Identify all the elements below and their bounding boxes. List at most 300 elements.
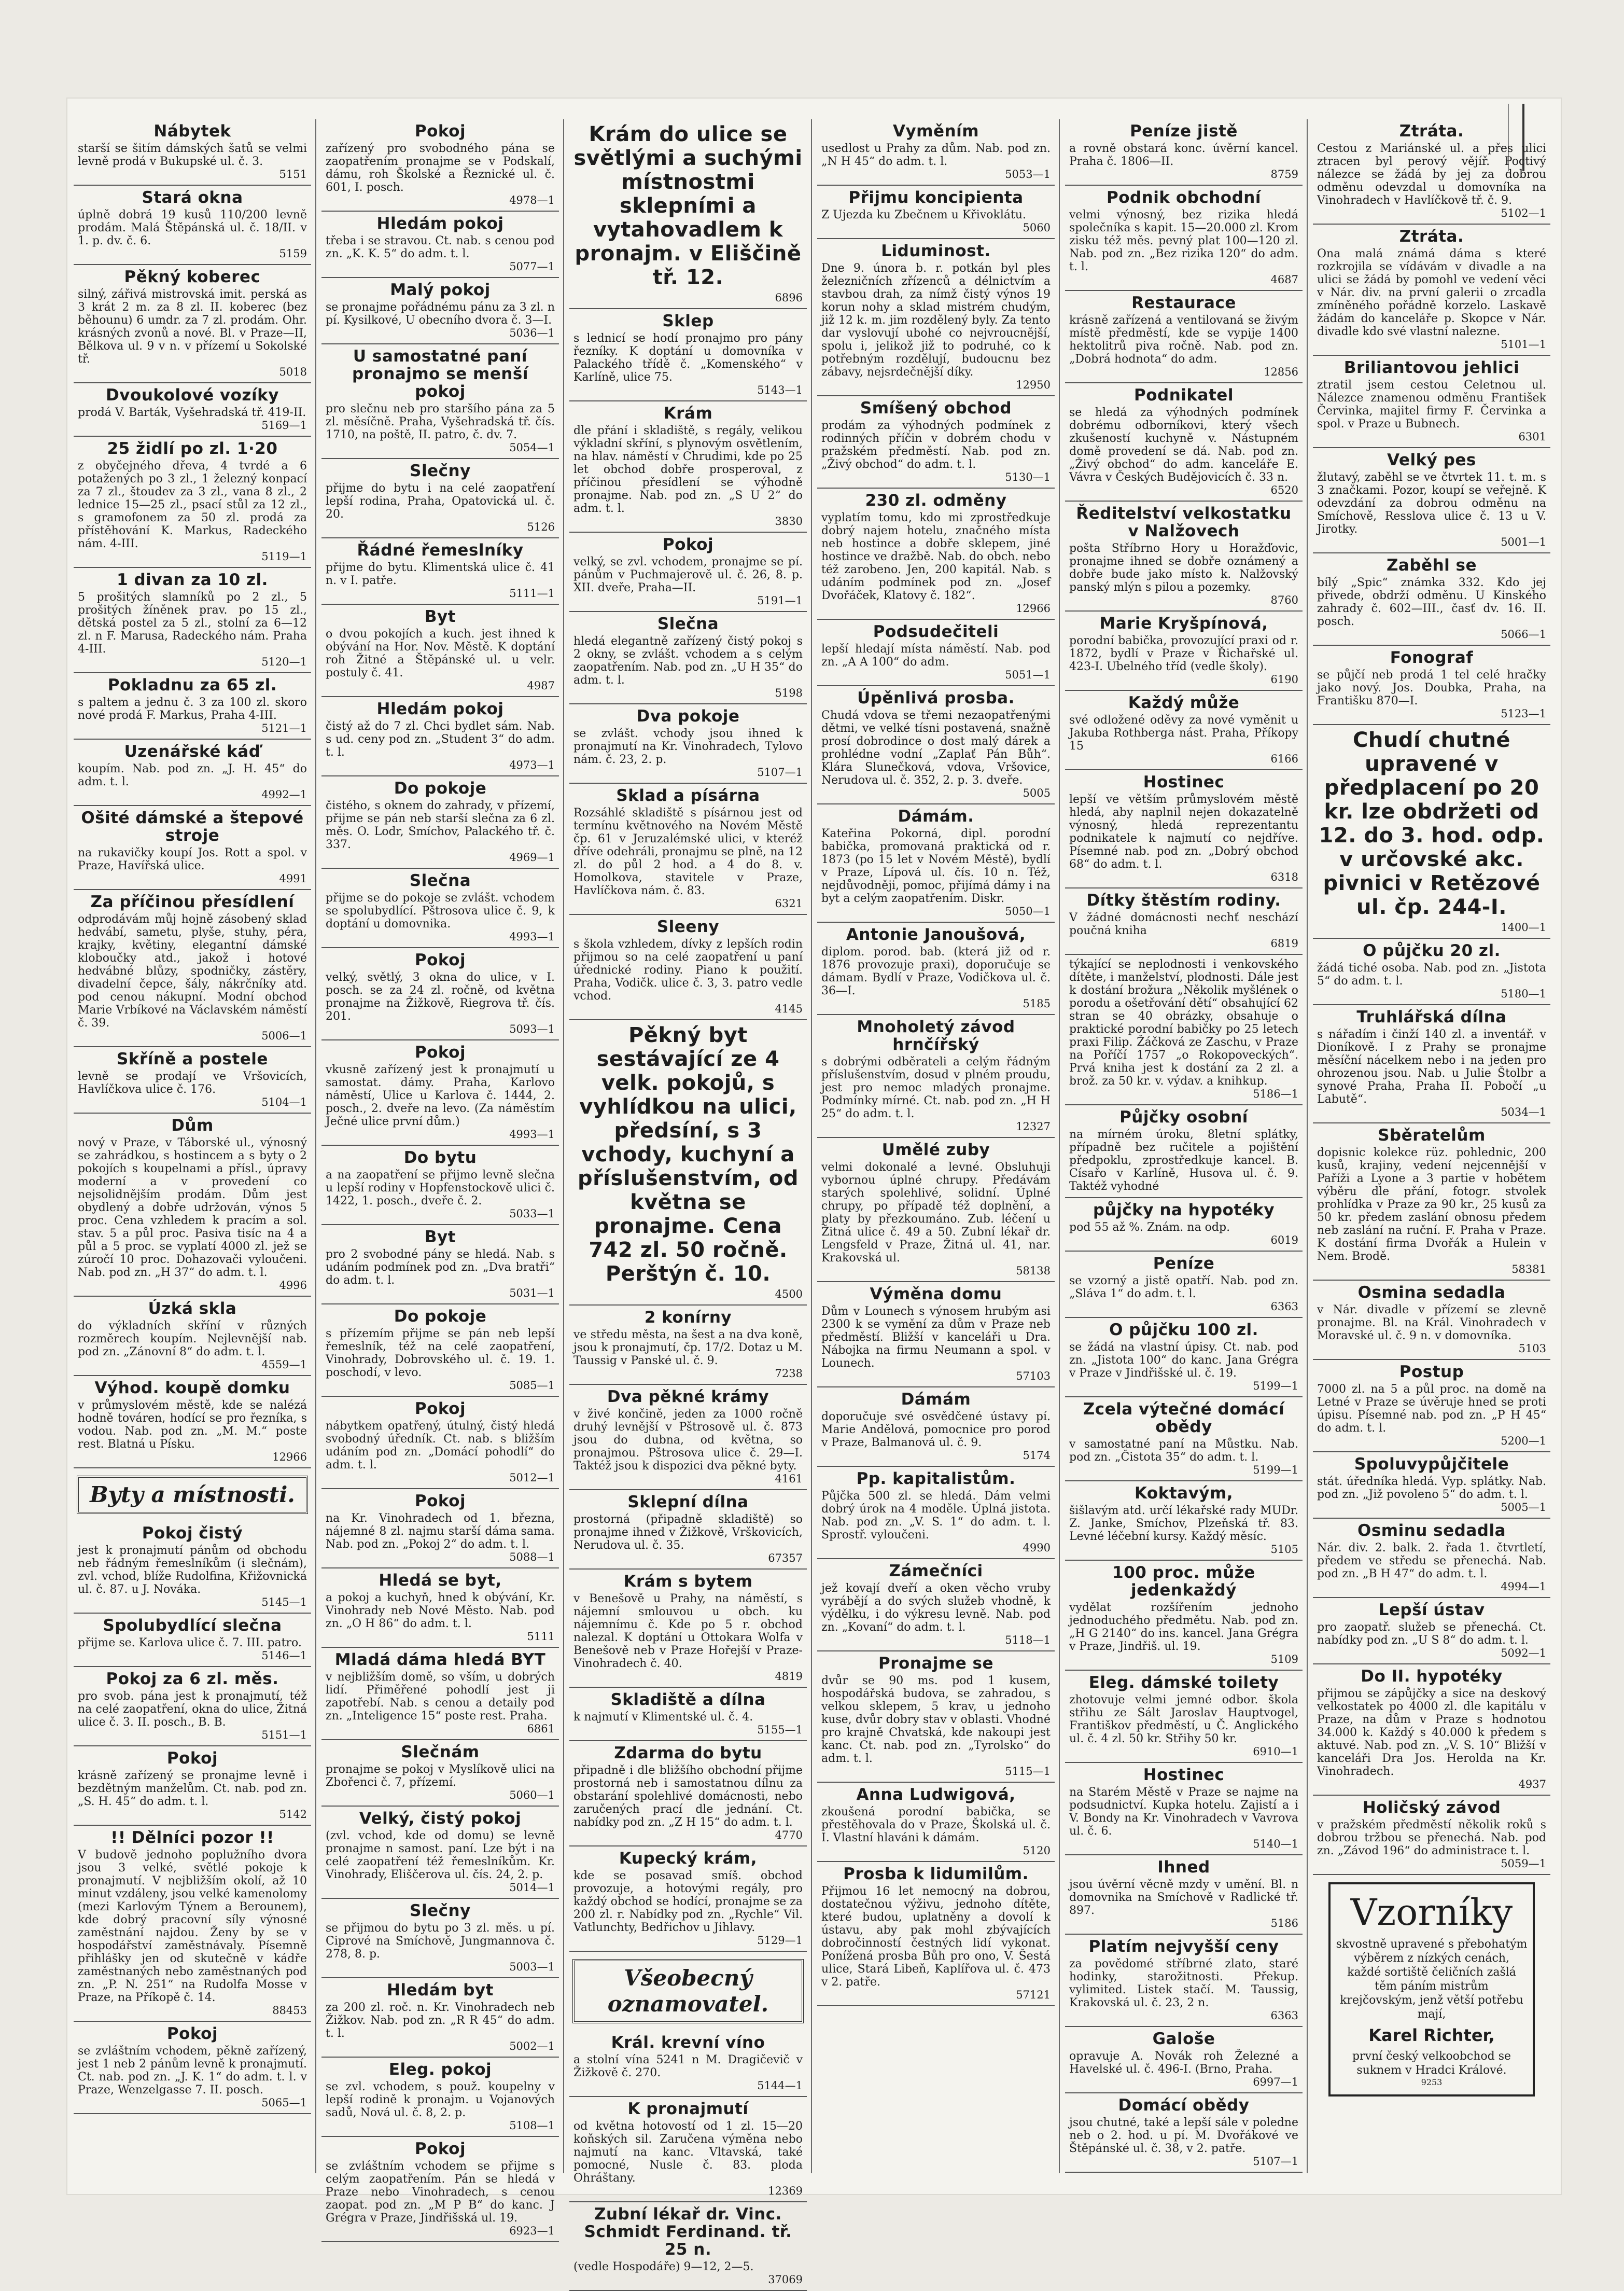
classified-ad xyxy=(1065,691,1303,770)
ad-number: 5130—1 xyxy=(1005,471,1051,483)
ad-text: Nár. div. 2. balk. 2. řada 1. čtvrtletí, předem ve středu se přenechá. Nab. pod zn. „B H 47“ do adm. t. l. xyxy=(1317,1542,1546,1580)
ad-text: od května hotovostí od 1 zl. 15—20 koňských sil. Zaručena výměna nebo najmutí na kanc. Vltavská, také pomocné, Nusle č. 83. ploda Ohráštany. xyxy=(573,2120,803,2185)
classified-ad xyxy=(1313,1598,1550,1664)
ad-text: porodní babička, provozující praxi od r. 1872, bydlí v Praze v Řichařské ul. 423-I. Ubelného tříd (vedle školy). xyxy=(1069,634,1298,673)
ad-headline: Pokoj xyxy=(662,535,714,554)
ad-text: Ona malá známá dáma s které rozkrojila se vídávám v divadle a na ulici se žádá by pomohl ve vedení věci v Nár. div. na první galerii o zrcadla zmíněného pořádně korzelo. Laskavě žádám do kanceláře p. Skopce v Nár. divadle kdo své vlastní nalezne. xyxy=(1317,247,1546,338)
ad-text: Přijmou 16 let nemocný na dobrou, dostatečnou výživu, jednoho dítěte, které budou, uplatněny a dovolí k ústavu, aby pak mohl zbývajících dobročinností čestných lidí vykonat. Ponížená prosba Bůh pro ono, V. Šestá ulice, Stará Libeň, Kaplířova ul. č. 473 v 2. patře. xyxy=(821,1885,1051,1989)
ad-number: 4978—1 xyxy=(509,194,555,206)
ad-number: 5085—1 xyxy=(509,1379,555,1392)
ad-headline: U samostatné paní pronajmo se menší pokoj xyxy=(352,347,529,401)
newspaper-page xyxy=(67,99,1561,2286)
ad-headline: Eleg. pokoj xyxy=(388,2060,492,2079)
classified-ad xyxy=(569,2097,807,2202)
ad-text: krásně zařízená a ventilovaná se živým místě předměstí, kde se vypije 1400 hektolitrů piva ročně. Nab. pod zn. „Dobrá hodnota“ do adm. xyxy=(1069,314,1298,366)
ad-headline: Přijmu koncipienta xyxy=(848,188,1024,207)
ad-headline: Zubní lékař dr. Vinc. Schmidt Ferdinand. tř. 25 n. xyxy=(584,2205,792,2259)
ad-text: skvostně upravené s přebohatým výběrem z nízkých cenách, každé sortiště čeličních zašlá těm páním mistrům krejčovským, jenž větší potřebu mají, xyxy=(1336,1938,1528,2021)
ad-text: přijme do bytu. Klimentská ulice č. 41 n. v I. patře. xyxy=(326,561,555,587)
ad-column-3 xyxy=(569,119,807,2286)
classified-ad xyxy=(321,1807,559,1899)
classified-ad xyxy=(817,239,1055,396)
ad-headline: Sběratelům xyxy=(1378,1126,1486,1145)
ad-number: 5002—1 xyxy=(509,2040,555,2052)
ad-number: 12966 xyxy=(272,1451,307,1463)
classified-ad xyxy=(1065,612,1303,691)
ad-text: na Kr. Vinohradech od 1. března, nájemné 8 zl. najmu starší dáma sama. Nab. pod zn. „Pokoj 2“ do adm. t. l. xyxy=(326,1512,555,1551)
classified-ad xyxy=(74,1114,311,1297)
classified-ad xyxy=(569,784,807,915)
ad-number: 5034—1 xyxy=(1501,1106,1546,1118)
ad-number: 5198 xyxy=(775,687,803,699)
classified-ad xyxy=(1313,1452,1550,1519)
ad-text: zařízený pro svobodného pána se zaopatřením pronajme se v Podskalí, dámu, roh Školské a Řeznické ul. č. 601, I. posch. xyxy=(326,142,555,194)
classified-ad xyxy=(321,278,559,344)
ad-text: se žádá na vlastní úpisy. Ct. nab. pod zn. „Jistota 100“ do kanc. Jana Grégra v Praze v Jindřišské ul. č. 19. xyxy=(1069,1341,1298,1380)
ad-number: 5123—1 xyxy=(1501,707,1546,720)
ad-number: 5159 xyxy=(279,247,307,260)
ad-number: 5126 xyxy=(527,521,555,533)
ad-text: prostorná (připadně skladiště) so pronajme ihned v Žižkově, Vrškovicích, Nerudova ul. č. 35. xyxy=(573,1513,803,1552)
ad-headline: Slečna xyxy=(409,871,471,890)
classified-ad xyxy=(817,686,1055,804)
ad-number: 4973—1 xyxy=(509,759,555,771)
ad-number: 5109 xyxy=(1270,1653,1298,1665)
ad-number: 5142 xyxy=(279,1808,307,1821)
ad-text: šišlavým atd. určí lékařské rady MUDr. Z. Janke, Smíchov, Plzeňská tř. 83. Levné léčební kursy. Každý měsíc. xyxy=(1069,1504,1298,1543)
ad-number: 5119—1 xyxy=(261,550,307,563)
ad-headline: Pokoj xyxy=(414,1043,466,1062)
ad-number: 5121—1 xyxy=(261,722,307,734)
ad-text: a na zaopatření se přijmo levně slečna u lepší rodiny v Hopfenstockově ulici č. 1422, 1. posch., dveře č. 2. xyxy=(326,1169,555,1207)
ad-headline: Koktavým, xyxy=(1134,1484,1234,1503)
classified-ad xyxy=(74,1376,311,1468)
ad-number: 4500 xyxy=(775,1288,803,1300)
ad-headline: Krám s bytem xyxy=(623,1572,753,1591)
ad-text: ve středu města, na šest a na dva koně, jsou k pronajmutí, čp. 17/2. Dotaz u M. Taussig v Panské ul. č. 9. xyxy=(573,1328,803,1367)
ad-number: 5169—1 xyxy=(261,419,307,432)
ad-text: pro zaopatř. služeb se přenechá. Ct. nabídky pod zn. „U S 8“ do adm. t. l. xyxy=(1317,1621,1546,1647)
classified-ad xyxy=(1313,1664,1550,1796)
classified-ad xyxy=(74,265,311,383)
ad-text: silný, zářivá mistrovská imit. perská as 3 krát 2 m. za 8 zl. II. koberec (bez běhounu) 6 umdr. za 7 zl. prodám. Ohr. krásných zvonů a nové. Bl. v Praze—II, Bělkova ul. 9 v n. v přízemí u Sokolské tř. xyxy=(78,288,307,366)
ad-number: 4996 xyxy=(279,1279,307,1292)
classified-ad xyxy=(817,923,1055,1015)
ad-text: připadně i dle bližšího obchodní přijme prostorná neb i samostatnou dílnu za obstarání spolehlivé domácnosti, nebo zaručených prací dle jednání. Ct. nabídky pod zn. „Z H 15“ do adm. t. l. xyxy=(573,1764,803,1829)
ad-headline: Slečny xyxy=(410,462,471,480)
classified-ad xyxy=(74,1746,311,1826)
classified-ad xyxy=(321,605,559,697)
ad-text: s lednicí se hodí pronajmo pro pány řezníky. K doptání u domovníka v Palackého třídě č. „Komenského“ v Karlíně, ulice 75. xyxy=(573,332,803,384)
column-rule xyxy=(811,119,812,2173)
ad-headline: Pokoj xyxy=(166,1749,218,1768)
classified-ad xyxy=(74,1297,311,1376)
ad-number: 58138 xyxy=(1016,1265,1051,1277)
ad-number: 5146—1 xyxy=(261,1649,307,1662)
ad-number: 4145 xyxy=(775,1003,803,1015)
ad-number: 5003—1 xyxy=(509,1961,555,1973)
ad-text: čistý až do 7 zl. Chci bydlet sám. Nab. s ud. ceny pod zn. „Student 3“ do adm. t. l. xyxy=(326,720,555,759)
ad-headline: Krám xyxy=(663,404,713,423)
ad-text: pro 2 svobodné pány se hledá. Nab. s udáním podmínek pod zn. „Dva bratři“ do adm. t. l. xyxy=(326,1248,555,1287)
ad-headline: Platím nejvyšší ceny xyxy=(1088,1937,1279,1956)
ad-headline: Ošité dámské a štepové stroje xyxy=(81,809,304,845)
ad-headline: Malý pokoj xyxy=(390,281,491,299)
ad-headline: Pokoj čistý xyxy=(142,1524,243,1543)
ad-number: 5104—1 xyxy=(261,1096,307,1108)
classified-ad xyxy=(1313,1123,1550,1281)
classified-ad xyxy=(1065,888,1303,955)
ad-text: o dvou pokojích a kuch. jest ihned k obývání na Hor. Nov. Městě. K doptání roh Žitné a Štěpánské ul. u velr. postuly č. 41. xyxy=(326,628,555,679)
ad-headline: Restaurace xyxy=(1131,294,1236,312)
ad-number: 5145—1 xyxy=(261,1596,307,1608)
ad-headline: Mnoholetý závod hrnčířský xyxy=(857,1018,1015,1054)
ad-headline: Briliantovou jehlici xyxy=(1343,358,1520,377)
section-heading: Všeobecný oznamovatel. xyxy=(572,1959,804,2023)
ad-text: s přízemím přijme se pán neb lepší řemeslník, též na celé zaopatření, Vinohrady, Dobrovského ul. č. 19. 1. poschodí, v levo. xyxy=(326,1327,555,1379)
ad-headline: Byt xyxy=(424,1228,456,1246)
column-rule xyxy=(563,119,564,2173)
ad-text: Kateřina Pokorná, dipl. porodní babička, promovaná praktická od r. 1873 (po 15 let v Novém Městě), bydlí v Praze, Lípová ul. čís. 10 n. Též, nejdůvodněji, pomoc, přijímá dámy i na byt a celým zaopatřením. Diskr. xyxy=(821,827,1051,905)
ad-text: jest k pronajmutí pánům od obchodu neb řádným řemeslníkům (i slečnám), zvl. vchod, blíže Rudolfina, Křižovnická ul. č. 87. u J. Nováka. xyxy=(78,1544,307,1596)
ad-number: 5103 xyxy=(1518,1342,1546,1355)
classified-ad xyxy=(74,383,311,437)
ad-number: 5151—1 xyxy=(261,1729,307,1741)
ad-text: za povědomé stříbrné zlato, staré hodinky, starožitnosti. Překup. vylimited. Listek stačí. M. Taussig, Krakovská ul. č. 23, 2 n. xyxy=(1069,1957,1298,2009)
ad-text: jež kovají dveří a oken věcho vruby vyrábějí a do svých služeb vhodně, k výdělku, i do výkresu levně. Nab. pod zn. „Kovaní“ do adm. t. l. xyxy=(821,1582,1051,1634)
ad-text: 5 prošitých slamníků po 2 zl., 5 prošitých žíněnek prav. po 15 zl., dětská postel za 5 zl., stolní za 6—12 zl. n F. Marusa, Radeckého nám. Praha 4-III. xyxy=(78,591,307,656)
ad-text: a stolní vína 5241 n M. Dragičevič v Žižkově č. 270. xyxy=(573,2053,803,2079)
ad-text: vydělat rozšířením jednoho jednoduchého předmětu. Nab. pod zn. „H G 2140“ do ins. kancel. Jana Grégra v Praze, Jindřiš. ul. 19. xyxy=(1069,1601,1298,1653)
ad-text: a pokoj a kuchyň, hned k obývání, Kr. Vinohrady neb Nové Město. Nab. pod zn. „O H 86“ do adm. t. l. xyxy=(326,1591,555,1630)
ad-headline: Slečnám xyxy=(401,1743,480,1761)
ad-headline: Skříně a postele xyxy=(117,1050,268,1068)
ad-text: v nejbližším domě, so vším, u dobrých lidí. Přiměřené pohodlí jest ji zapotřebí. Nab. s cenou a detaily pod zn. „Inteligence 15“ poste rest. Praha. xyxy=(326,1671,555,1723)
ad-text: se zvláštním vchodem se přijme s celým zaopatřením. Pán se hledá v Praze nebo Vinohradech, s cenou zaopat. pod zn. „M P B“ do kanc. J Grégra v Praze, Jindřišská ul. 19. xyxy=(326,2160,555,2225)
ad-number: 5111—1 xyxy=(509,587,555,600)
ad-headline: Pěkný byt sestávající ze 4 velk. pokojů, s vyhlídkou na ulici, předsíní, s 3 vchody, kuchyní a příslušenstvím, od května se pronajme. Cena 742 zl. 50 ročně. Perštýn č. 10. xyxy=(577,1023,799,1286)
ad-headline: Zdarma do bytu xyxy=(614,1744,762,1762)
classified-ad xyxy=(817,489,1055,620)
ad-number: 5180—1 xyxy=(1501,988,1546,1000)
classified-ad xyxy=(74,673,311,740)
classified-ad xyxy=(817,1862,1055,2006)
ad-headline: Podnikatel xyxy=(1134,386,1234,405)
classified-ad xyxy=(1065,1105,1303,1198)
classified-ad xyxy=(1313,553,1550,646)
ad-text: pro svob. pána jest k pronajmutí, též na celé zaopatření, okna do ulice, Žitná ulice č. 3. II. posch., B. B. xyxy=(78,1690,307,1729)
ad-headline: Skladiště a dílna xyxy=(610,1690,766,1709)
ad-text: v samostatné paní na Můstku. Nab. pod zn. „Čistota 35“ do adm. t. l. xyxy=(1069,1438,1298,1464)
ad-headline: Ředitelství velkostatku v Nalžovech xyxy=(1076,504,1292,540)
ad-number: 5185 xyxy=(1023,997,1051,1010)
ad-headline: Sleeny xyxy=(656,918,720,936)
ad-text: se zvl. vchodem, s použ. koupelny v lepší rodině k pronajm. u Vojanových sadů, Nová ul. č. 8, 2. p. xyxy=(326,2080,555,2119)
ad-number: 5129—1 xyxy=(757,1934,803,1947)
ad-headline: Výměna domu xyxy=(870,1285,1002,1303)
ad-text: bílý „Spic“ známka 332. Kdo jej přivede, obdrží odměnu. U Kinského zahrady č. 602—III., časť dv. 16. II. posch. xyxy=(1317,576,1546,628)
classified-ad xyxy=(321,1568,559,1648)
classified-ad xyxy=(1313,1360,1550,1452)
classified-ad xyxy=(321,1397,559,1489)
ad-headline: Dámám. xyxy=(898,807,974,826)
ad-number: 5036—1 xyxy=(509,327,555,339)
ad-headline: Spoluvypůjčitele xyxy=(1354,1455,1509,1474)
column-rule xyxy=(1307,119,1308,2173)
ad-text: v živé končině, jeden za 1000 ročně druhý levnější v Pštrosově ul. č. 873 jsou do dubna, od května, so pronajmou. Pštrosova ulice č. 29—I. Taktéž jsou k dispozici dva pěkné byty. xyxy=(573,1408,803,1473)
ad-headline: Pokoj xyxy=(414,951,466,969)
ad-text: k najmutí v Klimentské ul. č. 4. xyxy=(573,1711,753,1724)
ad-text: (zvl. vchod, kde od domu) se levně pronajme n samost. paní. Lze být i na celé zaopatření též řemeslníkům. Kr. Vinohrady, Eliščerova ul. čís. 24, 2. p. xyxy=(326,1829,555,1881)
ad-headline: půjčky na hypotéky xyxy=(1093,1201,1275,1219)
classified-ad xyxy=(1313,1281,1550,1360)
classified-ad xyxy=(321,869,559,948)
classified-ad xyxy=(321,1648,559,1740)
ad-number: 5199—1 xyxy=(1253,1464,1298,1476)
ad-headline: Hledám pokoj xyxy=(376,214,504,233)
ad-number: 5143—1 xyxy=(757,384,803,396)
classified-ad xyxy=(569,1846,807,1952)
ad-text: v pražském předměstí několik roků s dobrou tržbou se přenechá. Nab. pod zn. „Závod 196“ do administrace t. l. xyxy=(1317,1818,1546,1857)
ad-text: hledá elegantně zařízený čistý pokoj s 2 okny, se zvlášt. vchodem a s celým zaopatřením. Nab. pod zn. „U H 35“ do adm. t. l. xyxy=(573,635,803,687)
ad-text: se půjčí neb prodá 1 tel celé hračky jako nový. Jos. Doubka, Praha, na Františku 870—I. xyxy=(1317,669,1546,707)
ad-number: 12950 xyxy=(1016,379,1051,391)
ad-headline: Postup xyxy=(1399,1363,1464,1381)
ad-number: 6520 xyxy=(1270,484,1298,496)
classified-ad xyxy=(321,2058,559,2137)
ad-number: 5001—1 xyxy=(1501,536,1546,548)
ad-headline: Peníze xyxy=(1153,1254,1215,1273)
ad-text: s nářadím i činží 140 zl. a inventář. v Dioníkově. I z Prahy se pronajme měsíční nácelkem nebo i na jeden pro ohrozenou jsou. Nab. u Julie Štolbr a synové Praha, Praha II. Pobočí „u Labutě“. xyxy=(1317,1028,1546,1106)
classified-ad xyxy=(74,1614,311,1667)
ad-headline: Zcela výtečné domácí obědy xyxy=(1083,1400,1285,1436)
classified-ad xyxy=(569,1688,807,1741)
ad-number: 5053—1 xyxy=(1005,168,1051,180)
ad-text: úplně dobrá 19 kusů 110/200 levně prodám. Malá Štěpánská ul. č. 18/II. v 1. p. dv. č. 6. xyxy=(78,209,307,247)
ad-headline: Pokoj xyxy=(166,2024,218,2043)
ad-headline: Do bytu xyxy=(403,1148,477,1167)
ad-headline: 2 konírny xyxy=(644,1308,732,1327)
column-rule xyxy=(1059,119,1060,2173)
ad-number: 5108—1 xyxy=(509,2119,555,2132)
ad-number: 5050—1 xyxy=(1005,905,1051,918)
ad-text: starší se šitím dámských šatů se velmi levně prodá v Bukupské ul. č. 3. xyxy=(78,142,307,168)
section-heading: Byty a místnosti. xyxy=(77,1476,308,1514)
ad-number: 1400—1 xyxy=(1501,921,1546,934)
ad-headline: Dům xyxy=(171,1116,214,1135)
classified-ad xyxy=(321,1040,559,1146)
ad-headline: !! Dělníci pozor !! xyxy=(110,1828,274,1847)
ad-text: se zvláštním vchodem, pěkně zařízený, jest 1 neb 2 pánům levně k pronajmutí. Ct. nab. pod zn. „J. K. 1“ do adm. t. l. v Praze, Wenzelgasse 7. II. posch. xyxy=(78,2045,307,2096)
ad-number: 6861 xyxy=(527,1723,555,1735)
ad-headline: Truhlářská dílna xyxy=(1356,1008,1507,1026)
classified-ad xyxy=(1313,1005,1550,1123)
classified-ad xyxy=(74,2022,311,2114)
ad-headline: Pokoj xyxy=(414,1492,466,1510)
classified-ad xyxy=(321,459,559,538)
ad-number: 4687 xyxy=(1270,273,1298,286)
classified-ad xyxy=(74,740,311,806)
classified-ad xyxy=(569,704,807,784)
classified-ad xyxy=(321,697,559,776)
ad-text: velmi dokonalé a levné. Obsluhuji vybornou úplné chrupy. Předávám starých spolehlivé, solidní. Úplné chrupy, po případě též doplnění, a platy by přezkoumáno. Zub. léčení u Žitná ulice č. 49 a 50. Zubní lékař dr. Lengsfeld v Praze, Žitná ul. 41, nar. Krakovská ul. xyxy=(821,1161,1051,1265)
ad-headline: Dámám xyxy=(901,1390,971,1409)
ad-number: 5006—1 xyxy=(261,1030,307,1042)
ad-number: 5107—1 xyxy=(1253,2155,1298,2168)
ad-text: diplom. porod. bab. (která již od r. 1876 provozuje praxi), doporučuje se dámam. Bydlí v Praze, Vodičkova ul. č. 36—I. xyxy=(821,946,1051,997)
ad-headline: K pronajmutí xyxy=(627,2100,749,2118)
ad-text: nový v Praze, v Táborské ul., výnosný se zahrádkou, s hostincem a s byty o 2 pokojích s koupelnami a přísl., úpravy moderní a v provedení co nejsolidnějším prodám. Dům jest obydlený a dobře udržován, výnos 5 proc. Cena vzhledem k pracím a sol. stav. 5 a půl proc. Pasiva tisíc na 4 a půl a 5 proc. se vyplatí 4000 zl. jež se zúročí 10 proc. Dohazovači vyloučeni. Nab. pod zn. „H 37“ do adm. t. l. xyxy=(78,1136,307,1279)
ad-text: opravuje A. Novák roh Železné a Havelské ul. č. 496-I. (Brno, Praha. xyxy=(1069,2050,1298,2076)
ad-headline: Řádné řemeslníky xyxy=(357,541,524,560)
ad-text: V budově jednoho poplužního dvora jsou 3 velké, světlé pokoje k pronajmutí. V nejbližším okolí, až 10 minut vzdáleny, jsou velké kamenolomy (mezi Karlovým Týnem a Berounem), kde dobrý pracovní síly výnosné zaměstnání najdou. Ženy by se v hospodářství zaměstnávaly. Písemně přihlášky jen od skutečně v kádře zaměstnaných nebo zaměstnaných pod zn. „P. N. 251“ na Rudolfa Mosse v Praze, na Příkopě č. 14. xyxy=(78,1849,307,2004)
classified-ad xyxy=(569,2202,807,2291)
ad-headline: Ztráta. xyxy=(1399,122,1464,141)
ad-number: 6819 xyxy=(1270,937,1298,950)
classified-ad xyxy=(321,2137,559,2242)
ad-headline: Velký pes xyxy=(1387,451,1476,469)
ad-text: vyplatím tomu, kdo mi zprostředkuje dobrý najem hotelu, značného místa neb hostince a dobře sklepem, jiné hostince ve dražbě. Nab. do obch. nebo též zarobeno. Jen, 200 kapitál. Nab. s udáním podmínek pod zn. „Josef Dvořáček, Klatovy č. 182“. xyxy=(821,511,1051,602)
ad-text: přijme se do pokoje se zvlášt. vchodem se spolubydlící. Pštrosova ulice č. 9, k doptání u domovnika. xyxy=(326,892,555,931)
ad-text: pro slečnu neb pro staršího pána za 5 zl. měsíčně. Praha, Vyšehradská tř. čís. 1710, na poště, II. patro, č. dv. 7. xyxy=(326,402,555,441)
ad-headline: Slečna xyxy=(657,615,719,633)
classified-ad xyxy=(74,186,311,265)
ad-headline: Pěkný koberec xyxy=(124,268,261,286)
ad-text: dle přání i skladiště, s regály, velikou výkladní skříní, s plynovým osvětlením, na hlav. náměstí v Chrudimi, kde po 25 let obchod dobře prosperoval, z příčinou přesídlení se výhodně pronajme. Nab. pod zn. „S U 2“ do adm. t. l. xyxy=(573,424,803,515)
ad-text: dopisnic kolekce rüz. pohlednic, 200 kusů, krajiny, vedení nejcennější v Paříži a Lyone a 3 partie v hobětem výběru dle přání, fotogr. stvolek prohlídka v Praze za 90 kr., 25 kusů za 50 kr. předem zaslání obnosu předem neb zaslání na ruční. F. Praha v Praze. K dostání firma Dvořák a Hulein v Nem. Brodě. xyxy=(1317,1146,1546,1263)
ad-number: 58381 xyxy=(1511,1263,1546,1275)
ad-number: 4987 xyxy=(527,679,555,692)
ad-headline: 230 zl. odměny xyxy=(865,491,1007,510)
ad-number: 6321 xyxy=(775,897,803,910)
ad-number: 4992—1 xyxy=(261,788,307,801)
classified-ad xyxy=(817,119,1055,186)
ad-headline: Dva pěkné krámy xyxy=(607,1387,769,1406)
ad-text: první český velkoobchod se suknem v Hradci Králové. xyxy=(1352,2050,1511,2077)
ad-headline: Pp. kapitalistům. xyxy=(856,1469,1016,1488)
classified-ad xyxy=(1065,119,1303,186)
ad-number: 5111 xyxy=(527,1630,555,1643)
classified-ad xyxy=(74,119,311,186)
classified-ad xyxy=(817,1651,1055,1783)
ad-headline: Hostinec xyxy=(1143,1766,1225,1784)
ad-headline: Výhod. koupě domku xyxy=(94,1379,290,1397)
ad-number: 5140—1 xyxy=(1253,1838,1298,1850)
ad-number: 12369 xyxy=(768,2185,803,2197)
ad-number: 5120—1 xyxy=(261,656,307,668)
classified-ad xyxy=(1065,502,1303,612)
classified-ad xyxy=(1065,291,1303,383)
classified-ad xyxy=(817,1559,1055,1651)
ad-number: 67357 xyxy=(768,1552,803,1564)
ad-number: 57103 xyxy=(1016,1370,1051,1382)
classified-ad xyxy=(1065,1935,1303,2027)
ad-headline: Uzenářské káď xyxy=(124,742,261,761)
ad-number: 4993—1 xyxy=(509,1128,555,1141)
ad-headline: O půjčku 100 zl. xyxy=(1109,1321,1258,1339)
classified-ad xyxy=(321,1225,559,1304)
classified-ad xyxy=(817,1467,1055,1559)
classified-ad xyxy=(1065,1252,1303,1318)
ad-text: stát. úředníka hledá. Vyp. splátky. Nab. pod zn. „Již povoleno 5“ do adm. t. l. xyxy=(1317,1475,1546,1501)
ad-number: 5186—1 xyxy=(1253,1088,1298,1100)
classified-ad xyxy=(321,776,559,869)
ad-text: Rozsáhlé skladiště s písárnou jest od termínu květnového na Novém Městě čp. 61 v Jeruzalémské ulici, v kteréž dříve odehráli, pronajmu se plně, na 12 zl. do půl 2 hod. a 4 do 8. v. Homolkova, stavitele v Praze, Havlíčkova nám. č. 83. xyxy=(573,807,803,897)
ad-headline: Holičský závod xyxy=(1362,1798,1501,1817)
ad-text: na rukavičky koupí Jos. Rott a spol. v Praze, Havířská ulice. xyxy=(78,846,307,872)
advertisement-box xyxy=(1328,1882,1535,2096)
ad-number: 6923—1 xyxy=(509,2225,555,2237)
ad-text: a rovně obstará konc. úvěrní kancel. Praha č. 1806—II. xyxy=(1069,142,1298,168)
ad-text: přijme se. Karlova ulice č. 7. III. patro. xyxy=(78,1636,302,1649)
classified-ad xyxy=(1313,939,1550,1005)
classified-ad xyxy=(817,1138,1055,1282)
ad-headline: Slečny xyxy=(410,1901,471,1920)
classified-ad xyxy=(569,1741,807,1846)
classified-ad xyxy=(1065,1855,1303,1935)
ad-number: 7238 xyxy=(775,1367,803,1380)
ad-headline: Pronajme se xyxy=(878,1654,993,1673)
ad-text: koupím. Nab. pod zn. „J. H. 45“ do adm. t. l. xyxy=(78,762,307,788)
ad-text: čistého, s oknem do zahrady, v přízemí, přijme se pán neb starší slečna za 6 zl. měs. O. Lodr, Smíchov, Palackého tř. č. 337. xyxy=(326,799,555,851)
ad-text: přijme do bytu i na celé zaopatření lepší rodina, Praha, Opatovická ul. č. 20. xyxy=(326,482,555,521)
ad-text: v Benešově u Prahy, na náměstí, s nájemní smlouvou u obch. ku nájemnímu č. Kde po 5 r. obchod nalezal. K doptání u Ottokara Wolfa v Benešově neb v Praze Hořejší v Praze-Vinohradech č. 40. xyxy=(573,1592,803,1670)
classified-ad xyxy=(1313,725,1550,939)
ad-text: nábytkem opatřený, útulný, čistý hledá svobodný úředník. Ct. nab. s bližším udáním pod zn. „Domácí pohodlí“ do adm. t. l. xyxy=(326,1420,555,1471)
ad-number: 4990 xyxy=(1023,1542,1051,1554)
ad-headline: Byt xyxy=(424,607,456,626)
classified-ad xyxy=(321,1740,559,1807)
ad-number: 6166 xyxy=(1270,753,1298,765)
ad-text: z obyčejného dřeva, 4 tvrdé a 6 potažených po 3 zl., 1 železný konpací za 7 zl., štoudev za 3 zl., vana 8 zl., 2 lednice 15—25 zl., psací stůl za 12 zl., s gramofonem za 50 zl. prodá za přístěhování K. Markus, Radeckého nám. 4-III. xyxy=(78,460,307,550)
classified-ad xyxy=(74,1826,311,2022)
classified-ad xyxy=(74,568,311,673)
ad-text: prodá V. Barták, Vyšehradská tř. 419-II. xyxy=(78,406,306,419)
classified-ad xyxy=(1313,225,1550,356)
classified-ad xyxy=(569,1570,807,1688)
classified-ad xyxy=(569,401,807,533)
ad-headline: Osmina sedadla xyxy=(1357,1283,1506,1302)
ad-number: 5186 xyxy=(1270,1917,1298,1929)
ad-number: 6997—1 xyxy=(1253,2076,1298,2088)
ad-number: 4937 xyxy=(1518,1778,1546,1790)
ad-headline: Antonie Janoušová, xyxy=(846,925,1026,944)
ad-headline: Pokoj xyxy=(414,122,466,141)
ad-number: 4991 xyxy=(279,872,307,885)
ad-column-1 xyxy=(74,119,311,2173)
classified-ad xyxy=(74,806,311,890)
ad-text: prodám za výhodných podmínek z rodinných příčin v dobrém chodu v pražském předměstí. Nab. pod zn. „Živý obchod“ do adm. t. l. xyxy=(821,419,1051,471)
ad-number: 6019 xyxy=(1270,1234,1298,1246)
ad-text: se přijmou do bytu po 3 zl. měs. u pí. Ciprové na Smíchově, Jungmannova č. 278, 8. p. xyxy=(326,1922,555,1961)
ad-number: 5200—1 xyxy=(1501,1435,1546,1447)
ad-text: jsou úvěrní věcně mzdy v umění. Bl. n domovnika na Smíchově v Radlické tř. 897. xyxy=(1069,1878,1298,1917)
ad-text: Půjčka 500 zl. se hledá. Dám velmi dobrý úrok na 4 moděle. Úplná jistota. Nab. pod zn. „V. S. 1“ do adm. t. l. Sprostř. vyloučeni. xyxy=(821,1490,1051,1542)
ad-headline: Úzká skla xyxy=(148,1299,237,1318)
ad-headline: Dvoukolové vozíky xyxy=(106,386,279,405)
ad-number: 5088—1 xyxy=(509,1551,555,1563)
classified-ad xyxy=(817,1282,1055,1387)
ad-headline: Umělé zuby xyxy=(881,1141,990,1159)
ad-number: 5155—1 xyxy=(757,1724,803,1736)
classified-ad xyxy=(1065,1763,1303,1855)
classified-ad xyxy=(817,1783,1055,1862)
ad-number: 4770 xyxy=(775,1829,803,1841)
ad-headline: Ihned xyxy=(1157,1858,1210,1877)
classified-ad xyxy=(74,1667,311,1746)
classified-ad xyxy=(1065,1198,1303,1252)
ad-number: 9253 xyxy=(1421,2077,1443,2087)
